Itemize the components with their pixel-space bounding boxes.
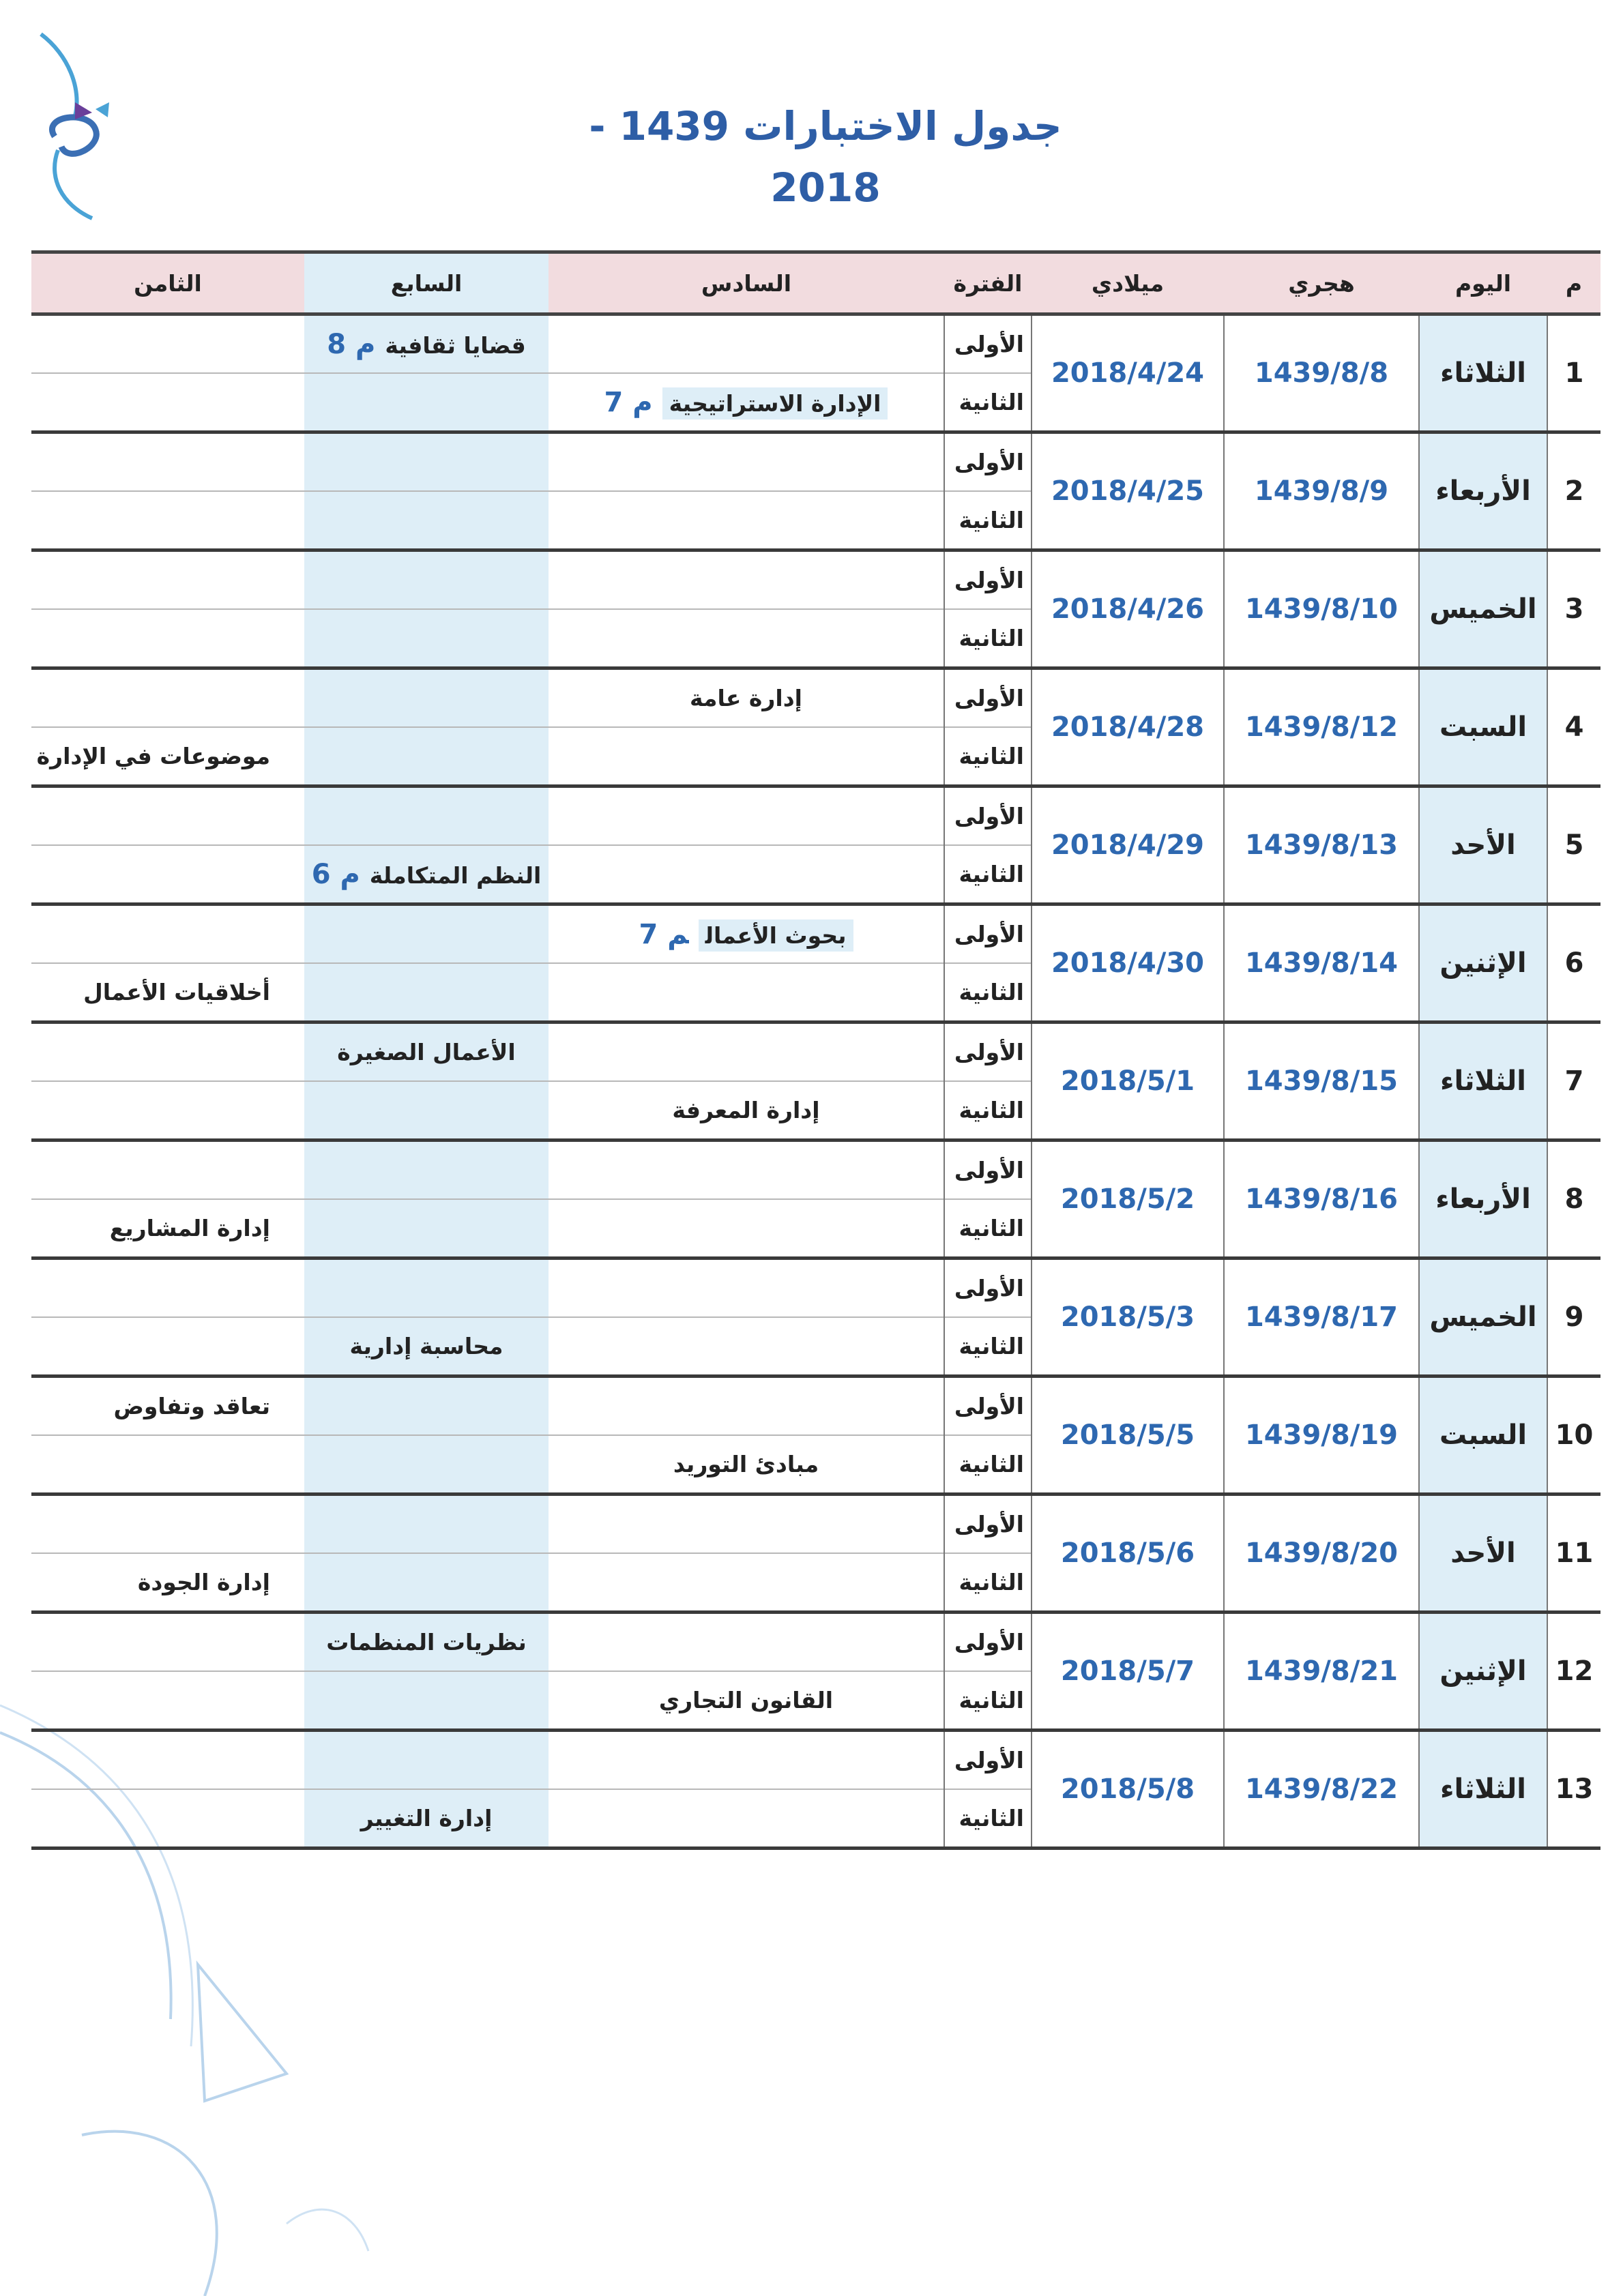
hijri-date: 1439/8/13 — [1224, 786, 1419, 904]
page-title: جدول الاختبارات 1439 - 2018 — [589, 103, 1062, 211]
cell-sixth — [549, 1199, 944, 1259]
day-name: الإثنين — [1419, 904, 1547, 1022]
cell-sixth — [549, 1553, 944, 1613]
period-second: الثانية — [944, 609, 1032, 668]
course-name: تعاقد وتفاوض — [113, 1393, 270, 1419]
course-name: نظريات المنظمات — [326, 1629, 527, 1655]
cell-eighth — [31, 1377, 304, 1436]
row-number: 4 — [1547, 668, 1600, 786]
day-name: الثلاثاء — [1419, 1022, 1547, 1140]
period-first: الأولى — [944, 1731, 1032, 1790]
cell-sixth — [549, 727, 944, 786]
cell-seventh — [304, 609, 549, 668]
cell-seventh — [304, 1140, 549, 1200]
cell-eighth — [31, 904, 304, 964]
cell-seventh — [304, 1022, 549, 1082]
course-name: الأعمال الصغيرة — [337, 1039, 516, 1065]
day-name: الأحد — [1419, 1495, 1547, 1613]
miladi-date: 2018/5/5 — [1032, 1377, 1224, 1495]
period-first: الأولى — [944, 1022, 1032, 1082]
miladi-date: 2018/4/30 — [1032, 904, 1224, 1022]
period-first: الأولى — [944, 1613, 1032, 1672]
exam-schedule-table — [31, 250, 1600, 1850]
miladi-date: 2018/4/25 — [1032, 432, 1224, 550]
period-first: الأولى — [944, 550, 1032, 610]
header-num: م — [1547, 252, 1600, 314]
period-second: الثانية — [944, 1553, 1032, 1613]
day-name: الأربعاء — [1419, 1140, 1547, 1259]
cell-seventh — [304, 432, 549, 492]
course-name: إدارة التغيير — [360, 1805, 493, 1831]
period-second: الثانية — [944, 1789, 1032, 1849]
cell-sixth — [549, 491, 944, 550]
cell-seventh — [304, 1199, 549, 1259]
day-name: السبت — [1419, 1377, 1547, 1495]
row-number: 10 — [1547, 1377, 1600, 1495]
cell-eighth — [31, 491, 304, 550]
course-name: موضوعات في الإدارة — [36, 743, 270, 769]
cell-sixth — [549, 963, 944, 1022]
cell-seventh — [304, 668, 549, 728]
hijri-date: 1439/8/22 — [1224, 1731, 1419, 1849]
course-name: القانون التجاري — [658, 1687, 834, 1713]
period-second: الثانية — [944, 963, 1032, 1022]
cell-eighth — [31, 1553, 304, 1613]
cell-seventh — [304, 1495, 549, 1554]
cell-seventh — [304, 491, 549, 550]
cell-eighth — [31, 1259, 304, 1318]
period-second: الثانية — [944, 1671, 1032, 1731]
cell-sixth — [549, 845, 944, 904]
row-number: 7 — [1547, 1022, 1600, 1140]
header-seventh: السابع — [304, 252, 549, 314]
cell-eighth — [31, 1140, 304, 1200]
period-second: الثانية — [944, 1081, 1032, 1140]
cell-seventh — [304, 1671, 549, 1731]
hijri-date: 1439/8/10 — [1224, 550, 1419, 668]
course-name: إدارة المعرفة — [672, 1097, 820, 1123]
course-name: بحوث الأعمال — [699, 919, 853, 952]
cell-sixth — [549, 609, 944, 668]
course-name: إدارة الجودة — [137, 1569, 270, 1595]
cell-eighth — [31, 314, 304, 374]
period-first: الأولى — [944, 904, 1032, 964]
period-first: الأولى — [944, 1140, 1032, 1200]
cell-eighth — [31, 1731, 304, 1790]
day-name: الإثنين — [1419, 1613, 1547, 1731]
period-first: الأولى — [944, 432, 1032, 492]
header-sixth: السادس — [549, 252, 944, 314]
cell-eighth — [31, 845, 304, 904]
day-name: السبت — [1419, 668, 1547, 786]
day-name: الثلاثاء — [1419, 314, 1547, 432]
cell-seventh — [304, 1377, 549, 1436]
miladi-date: 2018/4/29 — [1032, 786, 1224, 904]
cell-sixth — [549, 1435, 944, 1495]
hijri-date: 1439/8/21 — [1224, 1613, 1419, 1731]
miladi-date: 2018/5/8 — [1032, 1731, 1224, 1849]
row-number: 6 — [1547, 904, 1600, 1022]
cell-sixth — [549, 1317, 944, 1377]
row-number: 11 — [1547, 1495, 1600, 1613]
cell-sixth — [549, 1377, 944, 1436]
period-second: الثانية — [944, 727, 1032, 786]
row-number: 1 — [1547, 314, 1600, 432]
miladi-date: 2018/5/1 — [1032, 1022, 1224, 1140]
course-name: أخلاقيات الأعمال — [83, 979, 270, 1005]
schedule-row — [31, 432, 1600, 492]
period-second: الثانية — [944, 1435, 1032, 1495]
cell-sixth — [549, 904, 944, 964]
cell-sixth — [549, 373, 944, 432]
room-number: م 8 — [327, 328, 376, 360]
cell-seventh — [304, 1081, 549, 1140]
schedule-row — [31, 786, 1600, 846]
cell-sixth — [549, 1731, 944, 1790]
header-day: اليوم — [1419, 252, 1547, 314]
cell-seventh — [304, 373, 549, 432]
period-second: الثانية — [944, 373, 1032, 432]
cell-eighth — [31, 963, 304, 1022]
cell-eighth — [31, 1199, 304, 1259]
cell-seventh — [304, 904, 549, 964]
table-header-row — [31, 252, 1600, 314]
period-second: الثانية — [944, 491, 1032, 550]
cell-seventh — [304, 1731, 549, 1790]
course-name: قضايا ثقافية — [385, 332, 526, 359]
course-name: محاسبة إدارية — [349, 1333, 503, 1359]
schedule-row — [31, 668, 1600, 728]
cell-sixth — [549, 432, 944, 492]
cell-seventh — [304, 314, 549, 374]
header-hijri: هجري — [1224, 252, 1419, 314]
miladi-date: 2018/5/6 — [1032, 1495, 1224, 1613]
day-name: الخميس — [1419, 1259, 1547, 1377]
schedule-row — [31, 1259, 1600, 1318]
cell-eighth — [31, 727, 304, 786]
period-first: الأولى — [944, 1259, 1032, 1318]
cell-eighth — [31, 668, 304, 728]
header-miladi: ميلادي — [1032, 252, 1224, 314]
schedule-row — [31, 1022, 1600, 1082]
period-first: الأولى — [944, 1495, 1032, 1554]
course-name: مبادئ التوريد — [673, 1451, 819, 1477]
cell-eighth — [31, 1495, 304, 1554]
cell-eighth — [31, 550, 304, 610]
cell-seventh — [304, 963, 549, 1022]
schedule-row — [31, 1613, 1600, 1672]
miladi-date: 2018/4/28 — [1032, 668, 1224, 786]
period-second: الثانية — [944, 1199, 1032, 1259]
cell-eighth — [31, 1022, 304, 1082]
period-second: الثانية — [944, 1317, 1032, 1377]
cell-sixth — [549, 314, 944, 374]
hijri-date: 1439/8/9 — [1224, 432, 1419, 550]
room-number: م 7 — [604, 386, 653, 418]
row-number: 5 — [1547, 786, 1600, 904]
period-first: الأولى — [944, 668, 1032, 728]
miladi-date: 2018/4/24 — [1032, 314, 1224, 432]
row-number: 3 — [1547, 550, 1600, 668]
day-name: الأربعاء — [1419, 432, 1547, 550]
miladi-date: 2018/5/7 — [1032, 1613, 1224, 1731]
cell-sixth — [549, 1671, 944, 1731]
day-name: الخميس — [1419, 550, 1547, 668]
cell-seventh — [304, 1789, 549, 1849]
row-number: 12 — [1547, 1613, 1600, 1731]
course-name: إدارة المشاريع — [109, 1215, 270, 1241]
row-number: 9 — [1547, 1259, 1600, 1377]
header-period: الفترة — [944, 252, 1032, 314]
schedule-row — [31, 904, 1600, 964]
cell-eighth — [31, 1671, 304, 1731]
schedule-row — [31, 1377, 1600, 1436]
cell-eighth — [31, 1789, 304, 1849]
period-first: الأولى — [944, 786, 1032, 846]
row-number: 2 — [1547, 432, 1600, 550]
cell-eighth — [31, 432, 304, 492]
miladi-date: 2018/5/3 — [1032, 1259, 1224, 1377]
hijri-date: 1439/8/14 — [1224, 904, 1419, 1022]
schedule-row — [31, 550, 1600, 610]
cell-eighth — [31, 1081, 304, 1140]
brand-logo — [27, 27, 116, 232]
cell-seventh — [304, 727, 549, 786]
schedule-row — [31, 1140, 1600, 1200]
day-name: الأحد — [1419, 786, 1547, 904]
cell-eighth — [31, 373, 304, 432]
course-name: إدارة عامة — [690, 685, 802, 711]
cell-eighth — [31, 1317, 304, 1377]
course-name: الإدارة الاستراتيجية — [662, 387, 888, 420]
miladi-date: 2018/4/26 — [1032, 550, 1224, 668]
schedule-row — [31, 314, 1600, 374]
cell-seventh — [304, 1259, 549, 1318]
cell-seventh — [304, 1435, 549, 1495]
period-first: الأولى — [944, 314, 1032, 374]
room-number: م 7 — [639, 918, 689, 950]
cell-sixth — [549, 1613, 944, 1672]
cell-sixth — [549, 1259, 944, 1318]
hijri-date: 1439/8/8 — [1224, 314, 1419, 432]
hijri-date: 1439/8/20 — [1224, 1495, 1419, 1613]
room-number: م 6 — [311, 858, 360, 890]
hijri-date: 1439/8/15 — [1224, 1022, 1419, 1140]
row-number: 8 — [1547, 1140, 1600, 1259]
cell-eighth — [31, 609, 304, 668]
cell-sixth — [549, 1789, 944, 1849]
schedule-row — [31, 1731, 1600, 1790]
hijri-date: 1439/8/12 — [1224, 668, 1419, 786]
hijri-date: 1439/8/16 — [1224, 1140, 1419, 1259]
period-second: الثانية — [944, 845, 1032, 904]
course-name: النظم المتكاملة — [369, 862, 542, 889]
row-number: 13 — [1547, 1731, 1600, 1849]
cell-seventh — [304, 845, 549, 904]
day-name: الثلاثاء — [1419, 1731, 1547, 1849]
schedule-row — [31, 1495, 1600, 1554]
schedule-body — [31, 314, 1600, 1849]
period-first: الأولى — [944, 1377, 1032, 1436]
cell-sixth — [549, 1022, 944, 1082]
cell-seventh — [304, 1553, 549, 1613]
cell-sixth — [549, 550, 944, 610]
cell-sixth — [549, 1081, 944, 1140]
cell-eighth — [31, 786, 304, 846]
cell-sixth — [549, 1495, 944, 1554]
cell-seventh — [304, 1613, 549, 1672]
cell-sixth — [549, 1140, 944, 1200]
cell-eighth — [31, 1613, 304, 1672]
cell-seventh — [304, 1317, 549, 1377]
miladi-date: 2018/5/2 — [1032, 1140, 1224, 1259]
cell-seventh — [304, 550, 549, 610]
cell-eighth — [31, 1435, 304, 1495]
cell-seventh — [304, 786, 549, 846]
cell-sixth — [549, 786, 944, 846]
hijri-date: 1439/8/19 — [1224, 1377, 1419, 1495]
cell-sixth — [549, 668, 944, 728]
header-eighth: الثامن — [31, 252, 304, 314]
hijri-date: 1439/8/17 — [1224, 1259, 1419, 1377]
